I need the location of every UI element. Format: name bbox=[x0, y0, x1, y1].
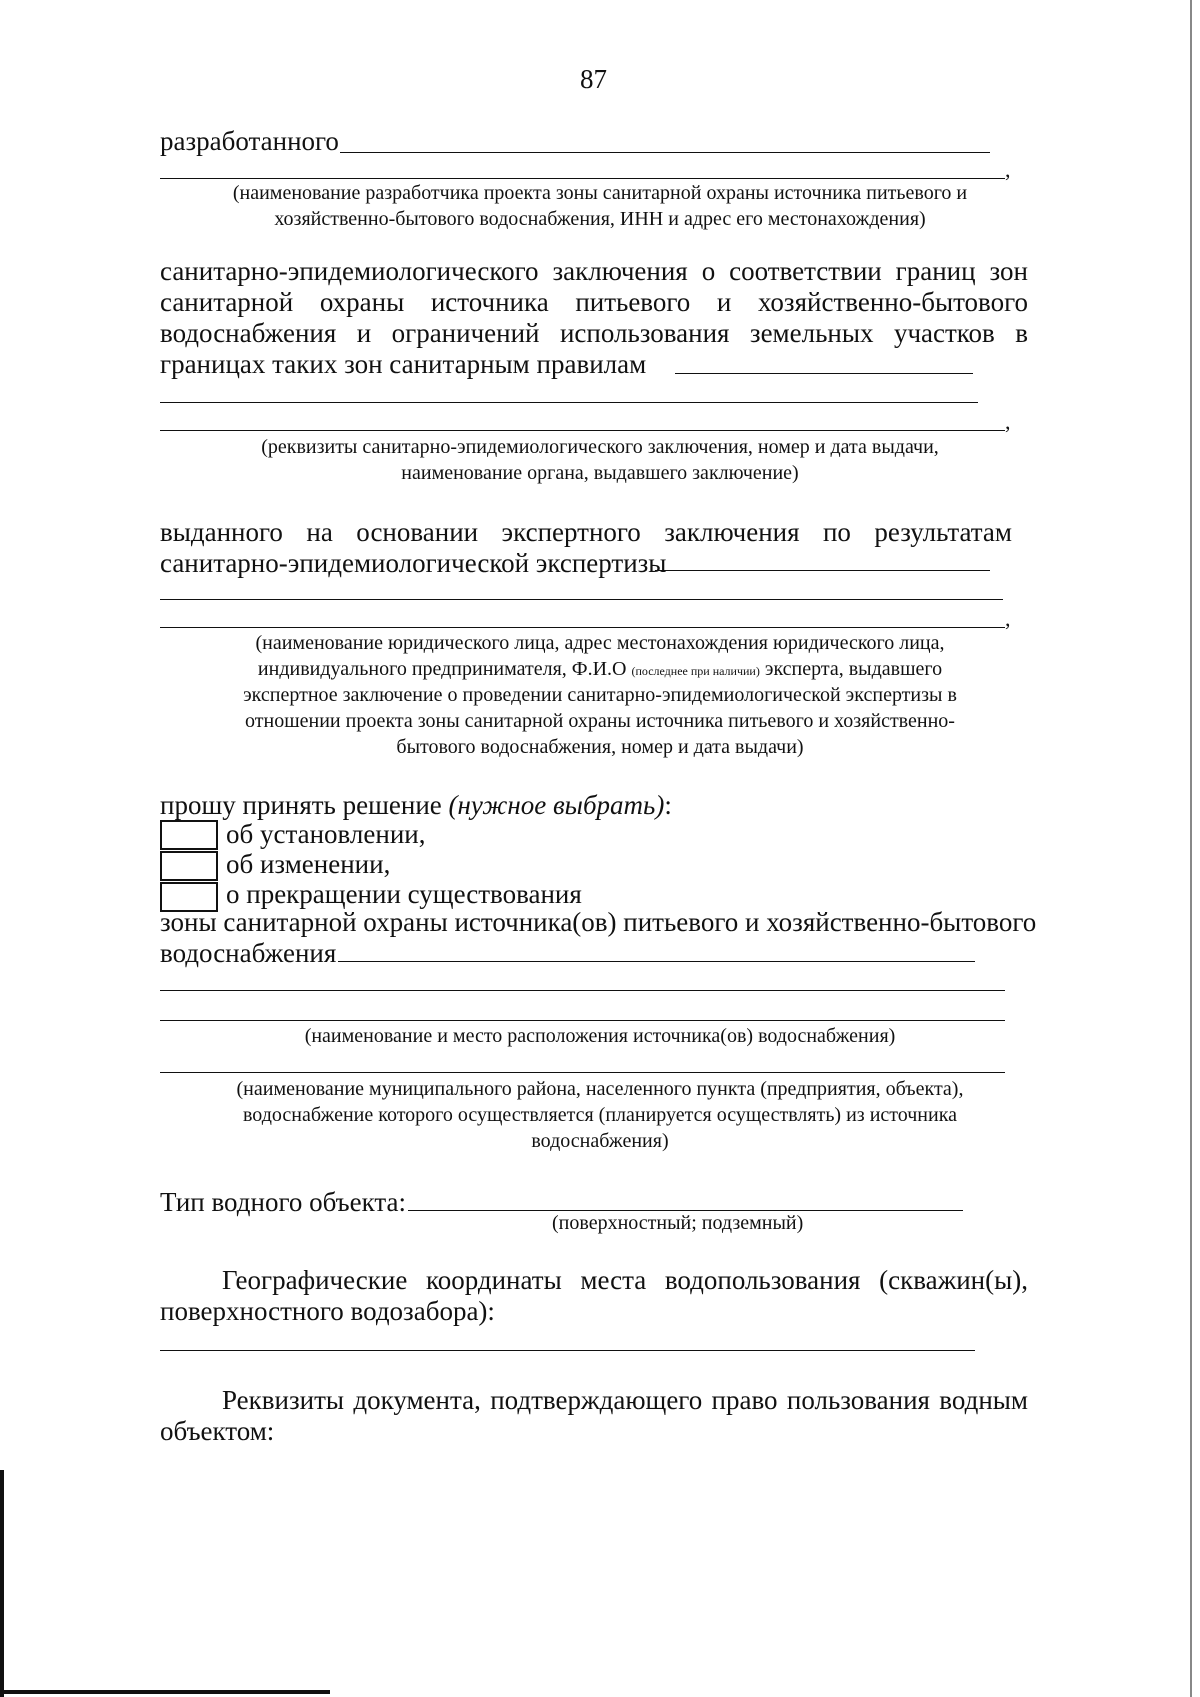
conclusion-caption-line-1: (реквизиты санитарно-эпидемиологического заключения, номер и дата выдачи, bbox=[261, 436, 939, 458]
expertise-caption-line-5: бытового водоснабжения, номер и дата выдачи) bbox=[396, 736, 804, 758]
establish-checkbox[interactable] bbox=[160, 820, 218, 850]
conclusion-text-line-1: санитарно-эпидемиологического заключения о соответствии границ зон bbox=[160, 256, 1028, 286]
comma: , bbox=[1005, 409, 1011, 434]
option-change-label: об изменении, bbox=[226, 849, 391, 879]
developer-caption-line-2: хозяйственно-бытового водоснабжения, ИНН и адрес его местонахождения) bbox=[274, 208, 926, 230]
expertise-input-line-3[interactable] bbox=[160, 627, 1005, 628]
decision-prompt-text: прошу принять решение bbox=[160, 790, 449, 820]
area-caption-line-1: (наименование муниципального района, населенного пункта (предприятия, объекта), bbox=[236, 1078, 964, 1100]
developer-input-line-2[interactable] bbox=[160, 178, 1005, 179]
decision-prompt-hint: (нужное выбрать) bbox=[448, 790, 665, 820]
area-input-line[interactable] bbox=[160, 1072, 1005, 1073]
expertise-caption-line-1: (наименование юридического лица, адрес местонахождения юридического лица, bbox=[255, 632, 945, 654]
conclusion-text-line-2: санитарной охраны источника питьевого и хозяйственно-бытового bbox=[160, 287, 1028, 317]
zone-text-line-1: зоны санитарной охраны источника(ов) питьевого и хозяйственно-бытового bbox=[160, 907, 1037, 937]
comma: , bbox=[1005, 157, 1011, 182]
scan-edge-right bbox=[1190, 0, 1192, 1697]
coordinates-text-line-1: Географические координаты места водопользования (скважин(ы), bbox=[222, 1265, 1028, 1295]
rights-document-line-2: объектом: bbox=[160, 1416, 275, 1446]
scan-edge-left bbox=[0, 1470, 4, 1697]
conclusion-input-line-2[interactable] bbox=[160, 402, 978, 403]
conclusion-input-line-3[interactable] bbox=[160, 430, 1005, 431]
conclusion-text-line-3: водоснабжения и ограничений использования земельных участков в bbox=[160, 318, 1028, 348]
developer-caption-line-1: (наименование разработчика проекта зоны санитарной охраны источника питьевого и bbox=[232, 182, 968, 204]
source-input-line-1[interactable] bbox=[338, 961, 975, 962]
expertise-caption-line-2 bbox=[160, 658, 1040, 681]
scan-edge-bottom bbox=[0, 1690, 330, 1694]
expertise-caption-note: (последнее при наличии) bbox=[631, 664, 760, 678]
expertise-input-line-1[interactable] bbox=[655, 570, 990, 571]
expertise-caption-line-2-b: эксперта, выдавшего bbox=[759, 658, 943, 680]
coordinates-text-line-2: поверхностного водозабора): bbox=[160, 1296, 495, 1326]
area-caption-line-3: водоснабжения) bbox=[531, 1130, 669, 1152]
option-establish-label: об установлении, bbox=[226, 819, 426, 849]
expertise-caption-line-2-a: индивидуального предпринимателя, Ф.И.О bbox=[257, 658, 632, 680]
conclusion-input-line-1[interactable] bbox=[675, 373, 973, 374]
area-caption-line-2: водоснабжение которого осуществляется (планируется осуществлять) из источника bbox=[243, 1104, 957, 1126]
source-input-line-3[interactable] bbox=[160, 1020, 1005, 1021]
source-input-line-2[interactable] bbox=[160, 990, 1005, 991]
expertise-caption-line-3: экспертное заключение о проведении санитарно-эпидемиологической экспертизы в bbox=[243, 684, 957, 706]
developer-input-line-1[interactable] bbox=[340, 152, 990, 153]
rights-document-line-1: Реквизиты документа, подтверждающего право пользования водным bbox=[222, 1385, 1028, 1415]
decision-prompt bbox=[160, 790, 672, 821]
zone-text-line-2: водоснабжения bbox=[160, 938, 337, 968]
page-number: 87 bbox=[580, 64, 607, 94]
expertise-input-line-2[interactable] bbox=[160, 599, 1003, 600]
conclusion-caption-line-2: наименование органа, выдавшего заключение) bbox=[401, 462, 799, 484]
developed-by-label: разработанного bbox=[160, 126, 339, 156]
water-type-label: Тип водного объекта: bbox=[160, 1187, 406, 1217]
comma: , bbox=[1005, 606, 1011, 631]
water-type-input-line[interactable] bbox=[408, 1210, 963, 1211]
change-checkbox[interactable] bbox=[160, 851, 218, 881]
expertise-caption-line-4: отношении проекта зоны санитарной охраны источника питьевого и хозяйственно- bbox=[245, 710, 955, 732]
source-caption: (наименование и место расположения источника(ов) водоснабжения) bbox=[304, 1025, 896, 1047]
decision-prompt-colon: : bbox=[664, 790, 672, 820]
conclusion-text-line-4: границах таких зон санитарным правилам bbox=[160, 349, 647, 379]
expertise-text-line-2: санитарно-эпидемиологической экспертизы bbox=[160, 548, 667, 578]
water-type-caption: (поверхностный; подземный) bbox=[552, 1212, 804, 1234]
coordinates-input-line[interactable] bbox=[160, 1350, 975, 1351]
expertise-text-line-1: выданного на основании экспертного заключения по результатам bbox=[160, 517, 1012, 547]
option-terminate-label: о прекращении существования bbox=[226, 879, 582, 909]
